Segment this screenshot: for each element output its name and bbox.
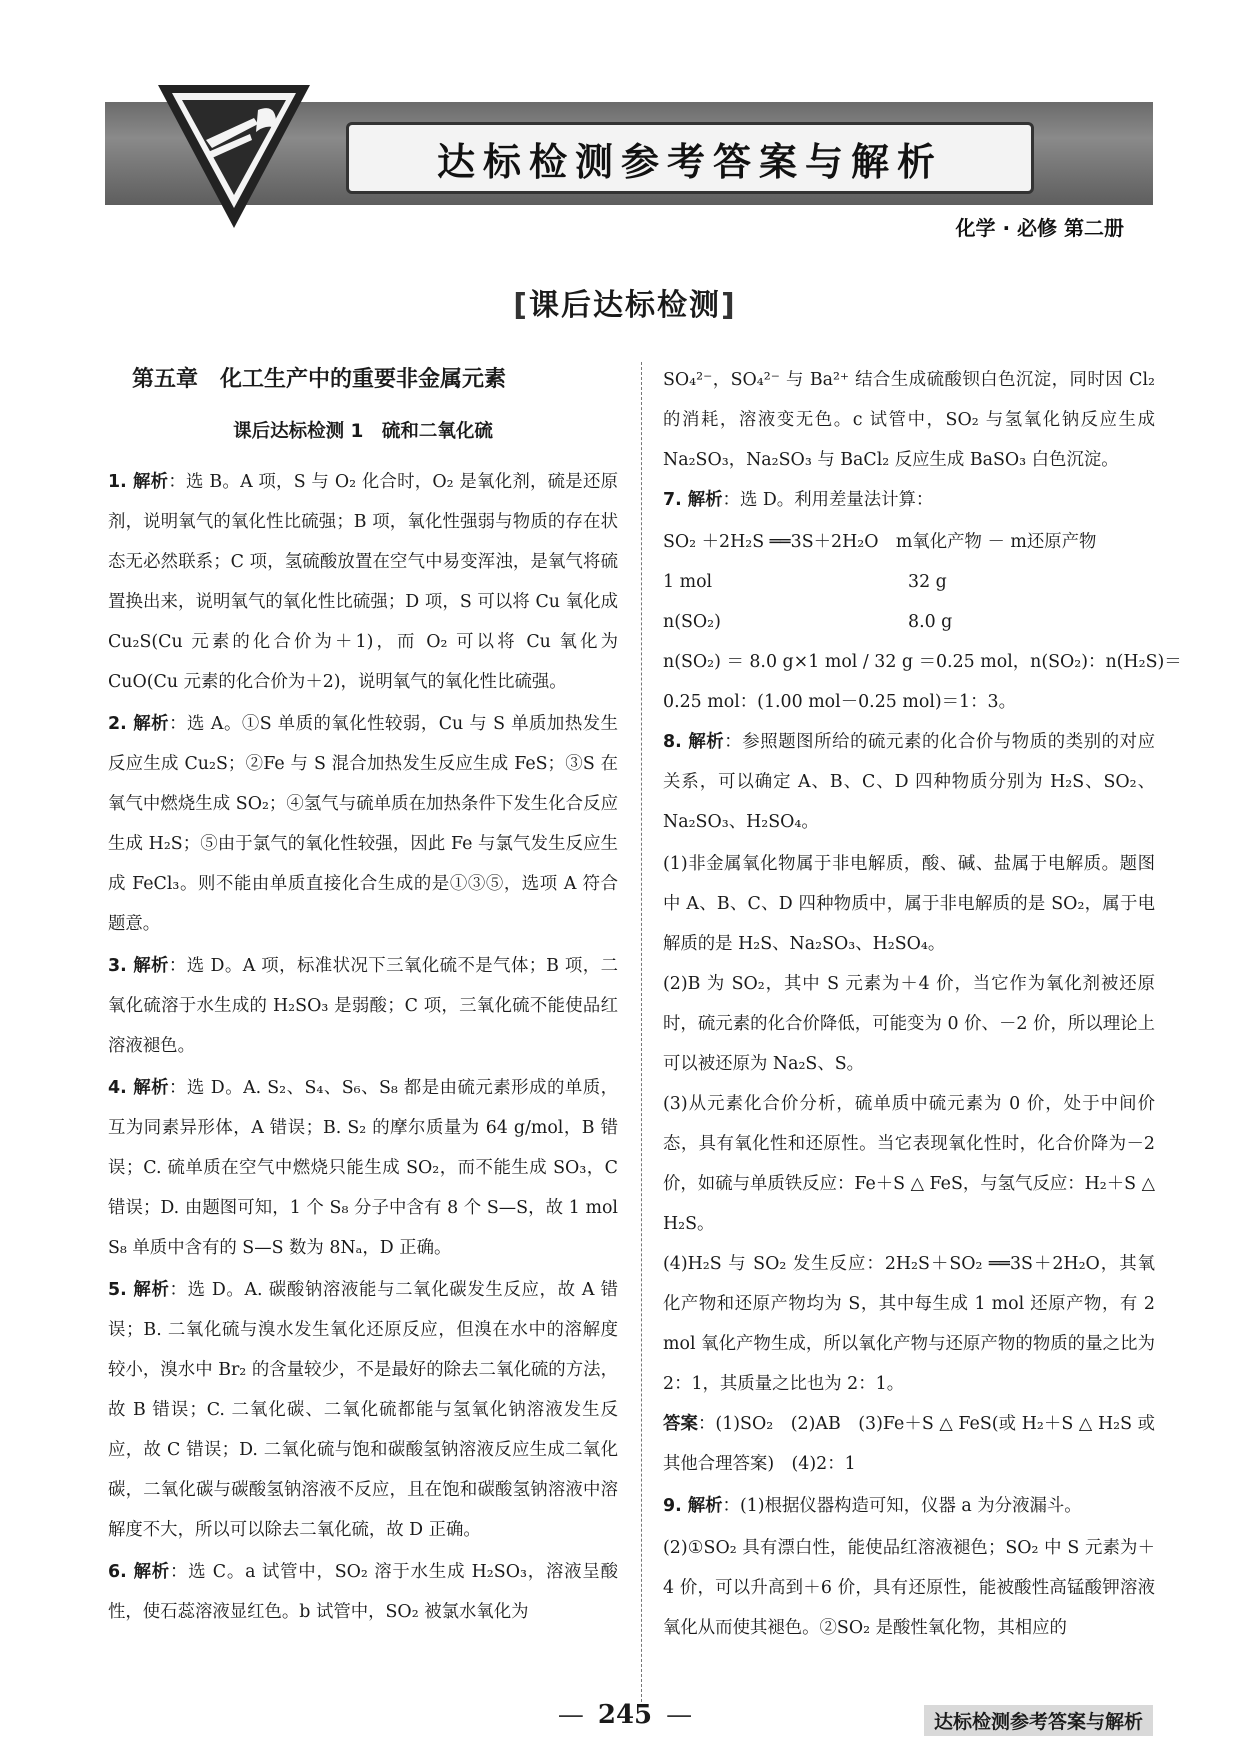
chapter-title: 第五章 化工生产中的重要非金属元素 (132, 367, 507, 392)
column-divider (641, 362, 642, 1702)
item-text: ：选 D。利用差量法计算： (722, 490, 934, 510)
equation-cell: 32 g (908, 572, 947, 592)
item-number: 1. 解析 (108, 472, 169, 492)
answer-item (108, 1068, 618, 1268)
item-text: ：(1)根据仪器构造可知，仪器 a 为分液漏斗。 (722, 1496, 1082, 1516)
dash-left: — (557, 1700, 584, 1730)
item-number: 8. 解析 (663, 732, 725, 752)
left-column (108, 360, 618, 1634)
answer-item (108, 704, 618, 944)
answer-item (108, 1270, 618, 1550)
left-bracket: [ (513, 288, 529, 323)
item-number: 2. 解析 (108, 714, 170, 734)
paragraph: (2)①SO₂ 具有漂白性，能使品红溶液褪色；SO₂ 中 S 元素为＋4 价，可以升高到＋6 价，具有还原性，能被酸性高锰酸钾溶液氧化从而使其褪色。②SO₂ 是酸性氧化物，其相应的 (663, 1538, 1155, 1638)
calculation-line: n(SO₂) ＝ 8.0 g×1 mol / 32 g ＝0.25 mol，n(SO₂)：n(H₂S)＝ (663, 652, 1182, 672)
item-text: ：选 D。A 项，标准状况下三氧化硫不是气体；B 项，二氧化硫溶于水生成的 H₂SO₃ 是弱酸；C 项，三氧化硫不能使品红溶液褪色。 (108, 956, 618, 1056)
answer-text: ：(1)SO₂ (2)AB (3)Fe＋S △ FeS(或 H₂＋S △ H₂S 或其他合理答案) (4)2：1 (663, 1414, 1155, 1474)
item-number: 5. 解析 (108, 1280, 170, 1300)
equation-line: SO₂ ＋2H₂S ══3S＋2H₂O m氧化产物 － m还原产物 (663, 532, 1097, 552)
right-column (663, 360, 1182, 1648)
banner-title-box (346, 122, 1034, 194)
subject-label: 化学 · 必修 第二册 (955, 216, 1124, 240)
equation-cell: 8.0 g (908, 612, 953, 632)
equation-cell: n(SO₂) (663, 612, 721, 632)
equation-cell: 1 mol (663, 572, 713, 592)
paragraph: (2)B 为 SO₂，其中 S 元素为＋4 价，当它作为氧化剂被还原时，硫元素的化合价降低，可能变为 0 价、－2 价，所以理论上可以被还原为 Na₂S、S。 (663, 974, 1155, 1074)
paragraph: (4)H₂S 与 SO₂ 发生反应：2H₂S＋SO₂ ══3S＋2H₂O，其氧化产物和还原产物均为 S，其中每生成 1 mol 还原产物，有 2 mol 氧化产物生成，所以氧化产物与还原产物的物质的量之比为 2：1，其质量之比也为 2：1。 (663, 1254, 1155, 1394)
paragraph: (1)非金属氧化物属于非电解质，酸、碱、盐属于电解质。题图中 A、B、C、D 四种物质中，属于非电解质的是 SO₂，属于电解质的是 H₂S、Na₂SO₃、H₂SO₄。 (663, 854, 1155, 954)
answer-item (108, 462, 618, 702)
item-text: ：选 C。a 试管中，SO₂ 溶于水生成 H₂SO₃，溶液呈酸性，使石蕊溶液显红色。b 试管中，SO₂ 被氯水氧化为 (108, 1562, 618, 1622)
section-title-text: 课后达标检测 (529, 288, 721, 323)
footer-tag: 达标检测参考答案与解析 (924, 1705, 1153, 1736)
answer-line (663, 1404, 1155, 1484)
item-number: 6. 解析 (108, 1562, 171, 1582)
section-title (0, 280, 1250, 324)
item-text: ：参照题图所给的硫元素的化合价与物质的类别的对应关系，可以确定 A、B、C、D 四种物质分别为 H₂S、SO₂、Na₂SO₃、H₂SO₄。 (663, 732, 1155, 832)
answer-item (663, 480, 1155, 520)
item-number: 9. 解析 (663, 1496, 723, 1516)
equation-row (663, 602, 1155, 642)
answer-item (663, 722, 1155, 842)
item-6-continuation: SO₄²⁻，SO₄²⁻ 与 Ba²⁺ 结合生成硫酸钡白色沉淀，同时因 Cl₂ 的消耗，溶液变无色。c 试管中，SO₂ 与氢氧化钠反应生成 Na₂SO₃，Na₂SO₃ 与 BaCl₂ 反应生成 BaSO₃ 白色沉淀。 (663, 370, 1155, 470)
paragraph: (3)从元素化合价分析，硫单质中硫元素为 0 价，处于中间价态，具有氧化性和还原性。当它表现氧化性时，化合价降为－2 价，如硫与单质铁反应：Fe＋S △ FeS，与氢气反应：H₂＋S △ H₂S。 (663, 1094, 1155, 1234)
calculation-line: 0.25 mol：(1.00 mol－0.25 mol)＝1：3。 (663, 692, 1016, 712)
right-bracket: ] (721, 288, 737, 323)
page-number-text: 245 (597, 1700, 653, 1730)
dash-right: — (666, 1700, 693, 1730)
equation-row (663, 562, 1155, 602)
lesson-title: 课后达标检测 1 硫和二氧化硫 (233, 421, 493, 442)
item-number: 4. 解析 (108, 1078, 170, 1098)
item-number: 7. 解析 (663, 490, 723, 510)
item-text: ：选 B。A 项，S 与 O₂ 化合时，O₂ 是氧化剂，硫是还原剂，说明氧气的氧化性比硫强；B 项，氧化性强弱与物质的存在状态无必然联系；C 项，氢硫酸放置在空气中易变浑浊，是氧气将硫置换出来，说明氧气的氧化性比硫强；D 项，S 可以将 Cu 氧化成 Cu₂S(Cu 元素的化合价为＋1)，而 O₂ 可以将 Cu 氧化为 CuO(Cu 元素的化合价为＋2)，说明氧气的氧化性比硫强。 (108, 472, 618, 692)
book-quill-logo (158, 80, 310, 230)
answer-item (663, 1486, 1155, 1526)
answer-item (108, 1552, 618, 1632)
item-text: ：选 D。A. S₂、S₄、S₆、S₈ 都是由硫元素形成的单质，互为同素异形体，A 错误；B. S₂ 的摩尔质量为 64 g/mol，B 错误；C. 硫单质在空气中燃烧只能生成 SO₂，而不能生成 SO₃，C 错误；D. 由题图可知，1 个 S₈ 分子中含有 8 个 S—S，故 1 mol S₈ 单质中含有的 S—S 数为 8Nₐ，D 正确。 (108, 1078, 618, 1258)
item-text: ：选 D。A. 碳酸钠溶液能与二氧化碳发生反应，故 A 错误；B. 二氧化硫与溴水发生氧化还原反应，但溴在水中的溶解度较小，溴水中 Br₂ 的含量较少，不是最好的除去二氧化硫的方法，故 B 错误；C. 二氧化碳、二氧化硫都能与氢氧化钠溶液发生反应，故 C 错误；D. 二氧化硫与饱和碳酸氢钠溶液反应生成二氧化碳，二氧化碳与碳酸氢钠溶液不反应，且在饱和碳酸氢钠溶液中溶解度不大，所以可以除去二氧化硫，故 D 正确。 (108, 1280, 618, 1540)
item-text: ：选 A。①S 单质的氧化性较弱，Cu 与 S 单质加热发生反应生成 Cu₂S；②Fe 与 S 混合加热发生反应生成 FeS；③S 在氧气中燃烧生成 SO₂；④氢气与硫单质在加热条件下发生化合反应生成 H₂S；⑤由于氯气的氧化性较强，因此 Fe 与氯气发生反应生成 FeCl₃。则不能由单质直接化合生成的是①③⑤，选项 A 符合题意。 (108, 714, 618, 934)
item-number: 3. 解析 (108, 956, 169, 976)
answer-item (108, 946, 618, 1066)
banner-title: 达标检测参考答案与解析 (436, 139, 943, 184)
answer-label: 答案 (663, 1414, 698, 1434)
